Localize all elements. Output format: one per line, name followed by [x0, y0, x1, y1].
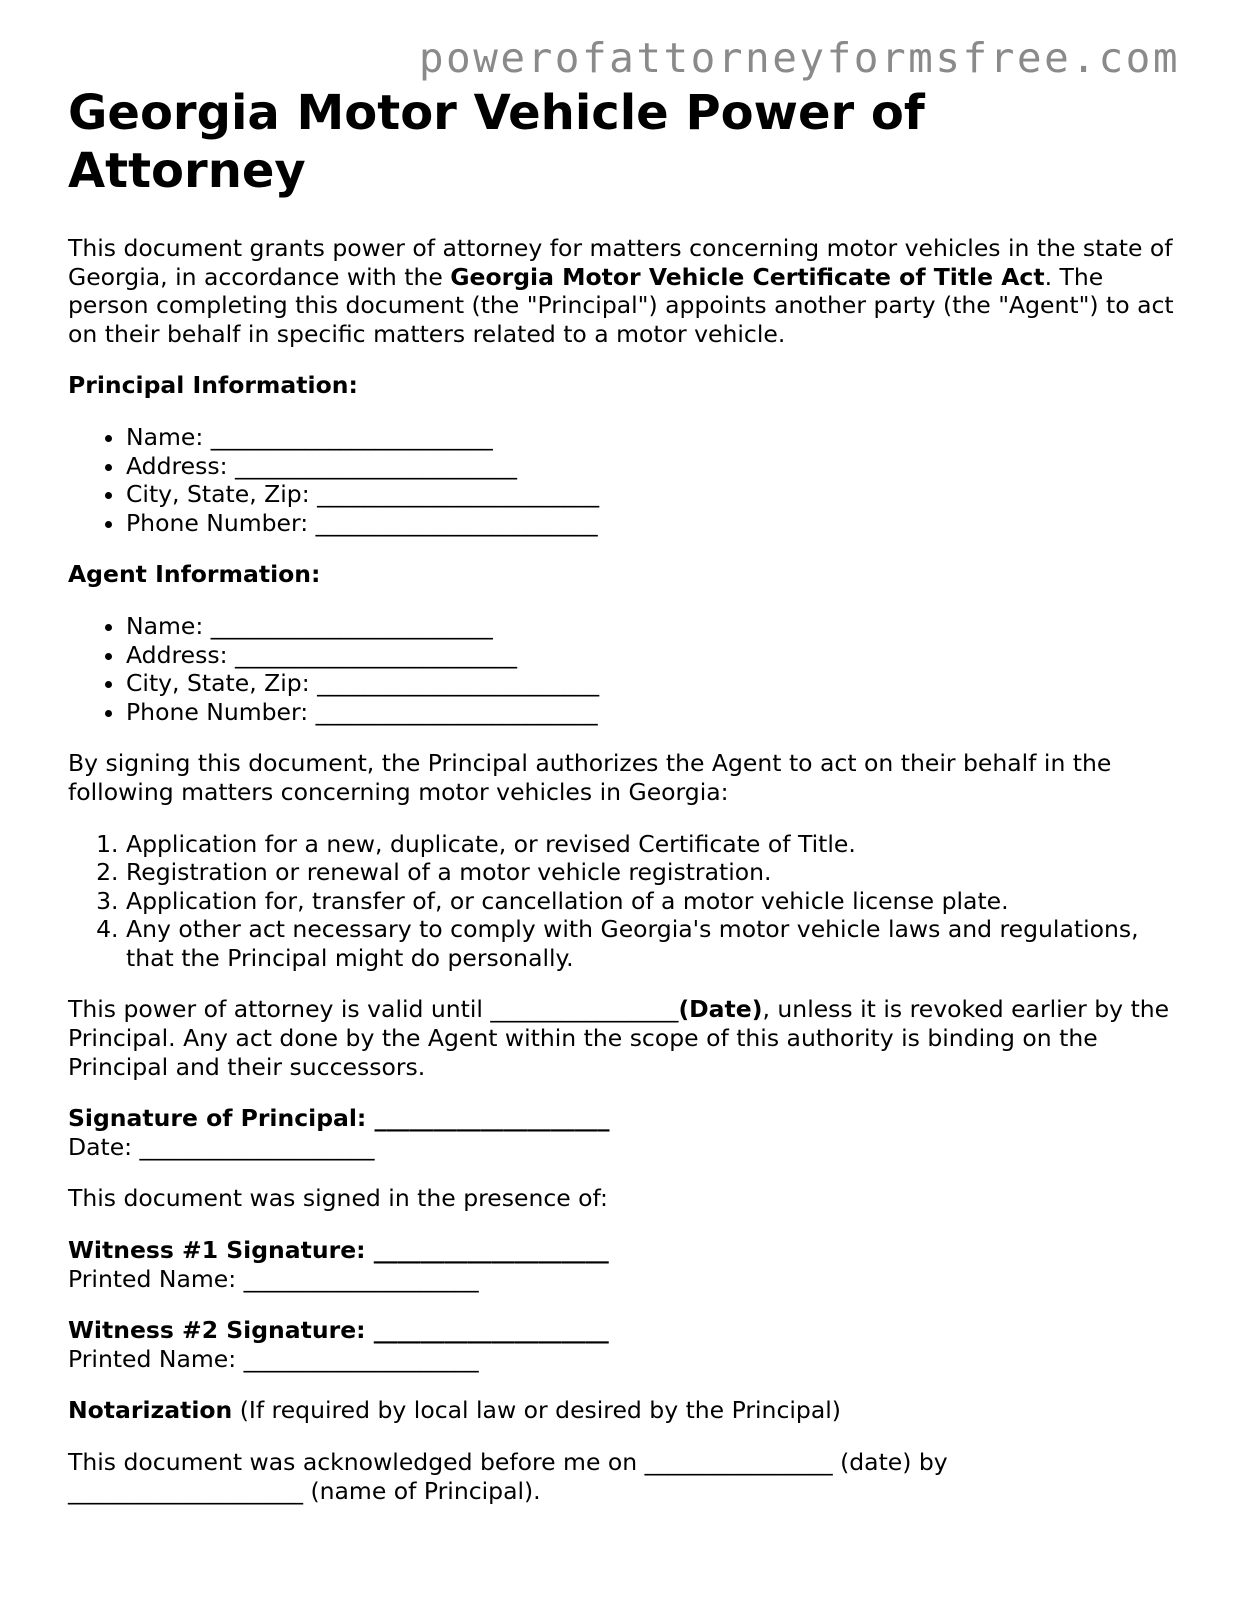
principal-signature-blank: ____________________ [366, 1104, 610, 1133]
validity-paragraph [68, 995, 1180, 1081]
principal-signature-date: Date: ____________________ [68, 1132, 375, 1161]
witness-2-block [68, 1316, 1180, 1373]
intro-paragraph [68, 234, 1180, 348]
powers-list [68, 830, 1180, 973]
notarization-heading [68, 1396, 1180, 1425]
principal-name-field: • Name: ________________________ [126, 423, 1180, 452]
witness-1-signature-label: Witness #1 Signature: [68, 1236, 366, 1265]
principal-city-state-zip-field: • City, State, Zip: ________________________ [126, 480, 1180, 509]
watermark-text: powerofattorneyformsfree.com [418, 34, 1180, 82]
acknowledgment-line-1: This document was acknowledged before me on ________________ (date) by [68, 1448, 948, 1476]
intro-text-1: This document grants power of attorney for matters concerning motor vehicles in the state of Georgia, in accordance with the [68, 234, 1173, 291]
acknowledgment-line-2: ____________________ (name of Principal). [68, 1476, 541, 1505]
witness-2-signature-blank: ____________________ [365, 1316, 609, 1345]
witness-1-signature-blank: ____________________ [365, 1236, 609, 1265]
power-item-3: 3. Application for, transfer of, or cancellation of a motor vehicle license plate. [126, 887, 1180, 916]
acknowledgment-paragraph [68, 1448, 1180, 1505]
witness-1-printed-name: Printed Name: ____________________ [68, 1264, 479, 1293]
power-item-1: 1. Application for a new, duplicate, or revised Certificate of Title. [126, 830, 1180, 859]
witness-2-printed-name: Printed Name: ____________________ [68, 1344, 479, 1373]
presence-statement: This document was signed in the presence of: [68, 1184, 608, 1213]
validity-text-1: This power of attorney is valid until ________________ [68, 995, 679, 1024]
document-page [68, 84, 1180, 1528]
document-title: Georgia Motor Vehicle Power of Attorney [68, 85, 925, 199]
principal-signature-line [68, 1104, 1180, 1133]
witness-1-signature-line [68, 1236, 1180, 1265]
notarization-label: Notarization [68, 1396, 233, 1425]
principal-phone-field: • Phone Number: ________________________ [126, 509, 1180, 538]
power-item-2: 2. Registration or renewal of a motor vehicle registration. [126, 858, 1180, 887]
agent-name-field: • Name: ________________________ [126, 612, 1180, 641]
intro-text-2: . The person completing this document (the "Principal") appoints another party (the "Agent") to act on their behalf in specific matters related to a motor vehicle. [68, 262, 1174, 348]
principal-info-list [68, 423, 1180, 537]
witness-2-signature-label: Witness #2 Signature: [68, 1316, 366, 1345]
validity-text-2: , unless it is revoked earlier by the Principal. Any act done by the Agent within the scope of this authority is binding on the Principal and their successors. [68, 995, 1170, 1081]
principal-info-heading: Principal Information: [68, 371, 358, 400]
validity-date-label: (Date) [678, 995, 763, 1024]
agent-phone-field: • Phone Number: ________________________ [126, 698, 1180, 727]
principal-address-field: • Address: ________________________ [126, 452, 1180, 481]
power-item-4: 4. Any other act necessary to comply with Georgia's motor vehicle laws and regulations, that the Principal might do personally. [126, 915, 1180, 972]
principal-signature-block [68, 1104, 1180, 1161]
witness-1-block [68, 1236, 1180, 1293]
witness-2-signature-line [68, 1316, 1180, 1345]
act-name: Georgia Motor Vehicle Certificate of Title Act [450, 262, 1045, 291]
agent-info-heading: Agent Information: [68, 560, 321, 589]
agent-city-state-zip-field: • City, State, Zip: ________________________ [126, 669, 1180, 698]
principal-signature-label: Signature of Principal: [68, 1104, 367, 1133]
agent-info-list [68, 612, 1180, 726]
agent-address-field: • Address: ________________________ [126, 641, 1180, 670]
notarization-note: (If required by local law or desired by the Principal) [232, 1396, 841, 1425]
authorization-paragraph: By signing this document, the Principal authorizes the Agent to act on their behalf in the following matters concerning motor vehicles in Georgia: [68, 749, 1112, 806]
